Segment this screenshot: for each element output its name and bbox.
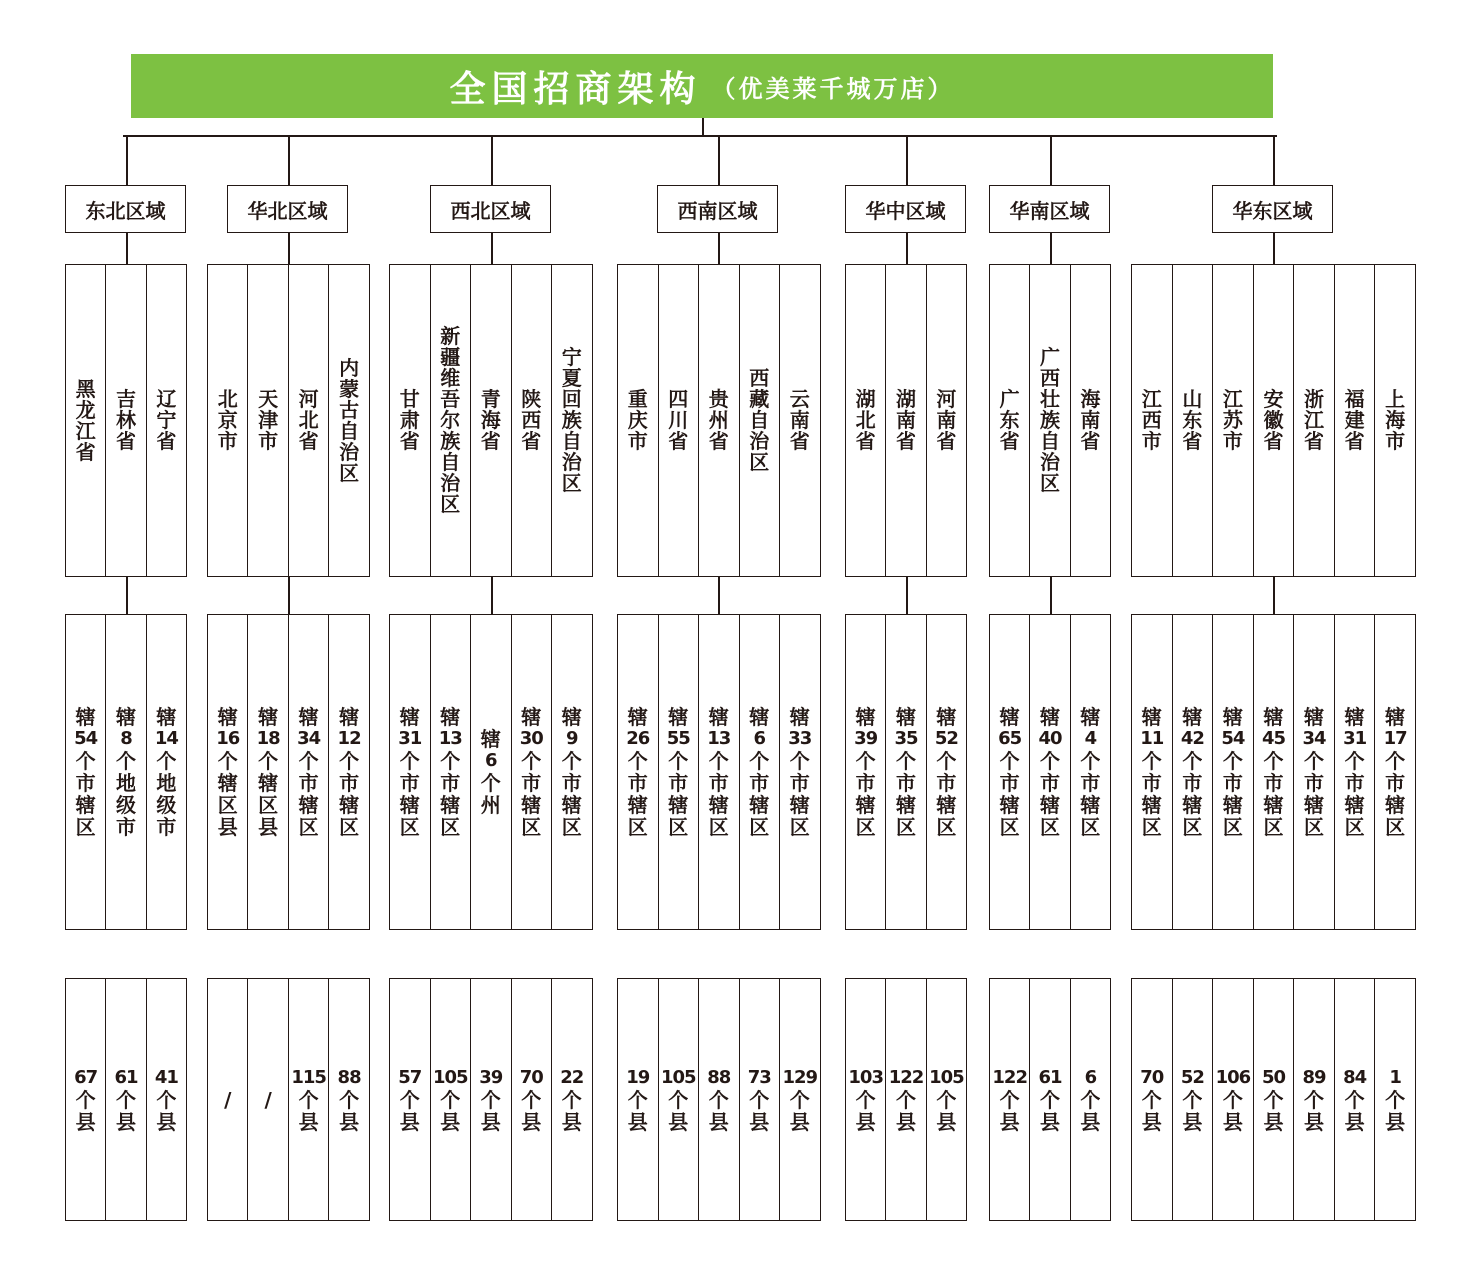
county-text [748,1067,771,1133]
county-text [1181,1067,1204,1133]
jurisdiction-text: 辖 40 个 市 辖 区 [1038,705,1062,839]
province-strip [1131,264,1416,577]
jurisdiction-cell [146,615,186,929]
jurisdiction-text: 辖 18 个 辖 区 县 [256,705,280,839]
province-cell [618,265,658,576]
province-to-jurisdiction-line [288,577,290,614]
county-text [1140,1067,1163,1133]
county-text [661,1067,696,1133]
county-cell [511,979,552,1220]
county-text [626,1067,649,1133]
province-cell [885,265,925,576]
region-drop-line [1050,135,1052,185]
jurisdiction-cell [1374,615,1415,929]
region-drop-line [126,135,128,185]
county-cell [1029,979,1069,1220]
province-cell [739,265,780,576]
jurisdiction-text: 辖 4 个 市 辖 区 [1080,705,1101,839]
province-name: 辽宁省 [156,387,177,453]
title-banner [131,54,1273,118]
jurisdiction-strip [989,614,1111,930]
jurisdiction-strip [1131,614,1416,930]
province-cell [470,265,511,576]
county-strip [989,978,1111,1221]
county-cell [1172,979,1213,1220]
county-cell [846,979,885,1220]
county-unit: 个县 [1344,1087,1365,1134]
jurisdiction-cell [926,615,966,929]
province-name: 内蒙古自治区 [339,355,360,485]
province-to-jurisdiction-line [126,577,128,614]
jurisdiction-text: 辖 34 个 市 辖 区 [1302,705,1326,839]
province-cell [66,265,105,576]
county-text [479,1067,502,1133]
county-count: 41 [154,1066,178,1088]
province-cell [511,265,552,576]
county-count: 1 [1389,1066,1401,1088]
county-text [1216,1067,1251,1133]
jurisdiction-cell [885,615,925,929]
county-unit: 个县 [440,1087,461,1134]
county-count: 70 [1140,1066,1164,1088]
jurisdiction-text: 辖 52 个 市 辖 区 [934,705,958,839]
region-to-province-line [288,233,290,264]
county-unit: 个县 [561,1087,582,1134]
county-cell [885,979,925,1220]
county-count: 105 [929,1066,964,1088]
province-strip [65,264,187,577]
county-count: 122 [992,1066,1027,1088]
jurisdiction-text: 辖 6 个 州 [480,727,501,817]
county-cell [430,979,471,1220]
province-to-jurisdiction-line [906,577,908,614]
province-name: 北京市 [217,387,238,453]
county-unit: 个县 [1385,1087,1406,1134]
county-unit: 个县 [789,1087,810,1134]
county-strip [1131,978,1416,1221]
county-count: 88 [337,1066,361,1088]
region-drop-line [718,135,720,185]
province-name: 黑龙江省 [75,376,96,464]
county-count: 67 [74,1066,98,1088]
county-cell [1374,979,1415,1220]
county-count: 105 [660,1066,696,1088]
region-to-province-line [1273,233,1275,264]
jurisdiction-text: 辖 26 个 市 辖 区 [626,705,650,839]
county-count: / [264,1087,272,1112]
jurisdiction-cell [990,615,1029,929]
page-subtitle: （优美莱千城万店） [711,74,955,103]
jurisdiction-cell [1172,615,1213,929]
region-drop-line [288,135,290,185]
county-text [398,1067,421,1133]
county-count: 105 [432,1066,468,1088]
county-cell [247,979,287,1220]
county-cell [66,979,105,1220]
jurisdiction-strip [617,614,821,930]
county-text [929,1067,964,1133]
province-name: 重庆市 [627,387,648,453]
province-strip [389,264,593,577]
jurisdiction-text: 辖 65 个 市 辖 区 [998,705,1022,839]
jurisdiction-text: 辖 54 个 市 辖 区 [74,705,98,839]
county-count: 6 [1084,1066,1097,1088]
province-cell [1029,265,1069,576]
county-text [338,1067,361,1133]
province-name: 西藏自治区 [749,366,770,474]
county-text [1262,1067,1285,1133]
county-unit: 个县 [1182,1087,1203,1134]
county-count: 106 [1215,1066,1251,1088]
county-text [848,1067,883,1133]
province-cell [1172,265,1213,576]
jurisdiction-text: 辖 30 个 市 辖 区 [519,705,543,839]
county-cell [470,979,511,1220]
province-name: 山东省 [1182,387,1203,453]
region-box: 华北区域 [227,185,348,233]
province-name: 新疆维吾尔族自治区 [440,324,461,516]
county-cell [1212,979,1253,1220]
province-cell [105,265,145,576]
jurisdiction-strip [389,614,593,930]
county-cell [698,979,739,1220]
jurisdiction-text: 辖 17 个 市 辖 区 [1383,705,1407,839]
county-unit: 个县 [999,1087,1020,1134]
county-unit: 个县 [156,1087,177,1134]
county-cell [1293,979,1334,1220]
region-box: 东北区域 [65,185,186,233]
county-unit: 个县 [708,1087,729,1134]
province-cell [698,265,739,576]
county-count: 57 [398,1066,422,1088]
county-cell [390,979,430,1220]
jurisdiction-cell [390,615,430,929]
county-unit: 个县 [1263,1087,1284,1134]
jurisdiction-cell [1132,615,1172,929]
province-strip [617,264,821,577]
county-count: 50 [1261,1066,1285,1088]
province-name: 上海市 [1385,387,1406,453]
county-unit: 个县 [480,1087,501,1134]
county-count: 52 [1180,1066,1204,1088]
county-cell [328,979,368,1220]
county-cell [146,979,186,1220]
jurisdiction-text: 辖 13 个 市 辖 区 [438,705,462,839]
county-unit: 个县 [521,1087,542,1134]
jurisdiction-cell [1070,615,1110,929]
county-unit: 个县 [399,1087,420,1134]
county-cell [618,979,658,1220]
province-cell [247,265,287,576]
province-cell [1212,265,1253,576]
county-text [74,1067,97,1133]
jurisdiction-text: 辖 9 个 市 辖 区 [561,705,582,839]
county-text [291,1067,326,1133]
jurisdiction-cell [1293,615,1334,929]
jurisdiction-strip [65,614,187,930]
jurisdiction-strip [207,614,370,930]
county-strip [207,978,370,1221]
jurisdiction-text: 辖 13 个 市 辖 区 [707,705,731,839]
jurisdiction-text: 辖 54 个 市 辖 区 [1221,705,1245,839]
region-box: 华南区域 [989,185,1110,233]
province-cell [779,265,820,576]
county-count: 129 [782,1066,818,1088]
province-cell [430,265,471,576]
province-name: 甘肃省 [399,387,420,453]
region-box: 华中区域 [845,185,966,233]
province-name: 福建省 [1344,387,1365,453]
province-cell [551,265,592,576]
county-unit: 个县 [936,1087,957,1134]
jurisdiction-text: 辖 55 个 市 辖 区 [666,705,690,839]
jurisdiction-cell [328,615,368,929]
jurisdiction-cell [846,615,885,929]
county-count: 61 [1038,1066,1062,1088]
province-cell [208,265,247,576]
province-cell [1070,265,1110,576]
province-to-jurisdiction-line [718,577,720,614]
region-to-province-line [906,233,908,264]
province-cell [1132,265,1172,576]
county-text [782,1067,817,1133]
jurisdiction-cell [247,615,287,929]
province-to-jurisdiction-line [1273,577,1275,614]
province-cell [990,265,1029,576]
jurisdiction-cell [1253,615,1294,929]
province-name: 贵州省 [708,387,729,453]
county-strip [65,978,187,1221]
jurisdiction-text: 辖 14 个 地 级 市 [154,705,178,839]
jurisdiction-text: 辖 33 个 市 辖 区 [788,705,812,839]
province-cell [1293,265,1334,576]
jurisdiction-cell [105,615,145,929]
county-count: 70 [519,1066,543,1088]
jurisdiction-cell [1029,615,1069,929]
province-name: 广东省 [999,387,1020,453]
region-to-province-line [491,233,493,264]
county-text [520,1067,543,1133]
jurisdiction-strip [845,614,967,930]
province-name: 广西壮族自治区 [1040,345,1061,495]
province-name: 湖北省 [855,387,876,453]
province-name: 云南省 [789,387,810,453]
county-count: 22 [560,1066,584,1088]
region-drop-line [491,135,493,185]
county-unit: 个县 [627,1087,648,1134]
county-text [889,1067,924,1133]
county-text [1343,1067,1366,1133]
county-cell [739,979,780,1220]
county-strip [617,978,821,1221]
county-unit: 个县 [75,1087,96,1134]
county-cell [1334,979,1375,1220]
province-name: 海南省 [1080,387,1101,453]
jurisdiction-cell [1334,615,1375,929]
county-count: 89 [1302,1066,1326,1088]
jurisdiction-text: 辖 31 个 市 辖 区 [398,705,422,839]
region-box: 西南区域 [657,185,778,233]
province-cell [926,265,966,576]
county-unit: 个县 [1080,1087,1101,1134]
county-text [707,1067,730,1133]
province-name: 江苏市 [1222,387,1243,453]
province-name: 安徽省 [1263,387,1284,453]
county-unit: 个县 [1141,1087,1162,1134]
county-count: 115 [291,1066,326,1088]
province-strip [207,264,370,577]
province-name: 湖南省 [896,387,917,453]
county-count: 122 [888,1066,924,1088]
jurisdiction-cell [739,615,780,929]
jurisdiction-text: 辖 34 个 市 辖 区 [297,705,321,839]
jurisdiction-text: 辖 45 个 市 辖 区 [1261,705,1285,839]
county-unit: 个县 [749,1087,770,1134]
jurisdiction-cell [551,615,592,929]
jurisdiction-cell [658,615,699,929]
county-unit: 个县 [298,1087,319,1134]
province-strip [845,264,967,577]
county-unit: 个县 [1222,1087,1243,1134]
county-unit: 个县 [116,1087,137,1134]
county-count: 19 [626,1066,650,1088]
county-count: 61 [114,1066,138,1088]
province-cell [390,265,430,576]
jurisdiction-cell [470,615,511,929]
province-name: 天津市 [258,387,279,453]
province-to-jurisdiction-line [1050,577,1052,614]
jurisdiction-text: 辖 39 个 市 辖 区 [854,705,878,839]
county-cell [1253,979,1294,1220]
county-unit: 个县 [855,1087,876,1134]
county-cell [990,979,1029,1220]
county-count: / [224,1087,232,1112]
county-text [992,1067,1027,1133]
jurisdiction-text: 辖 6 个 市 辖 区 [749,705,770,839]
region-to-province-line [1050,233,1052,264]
county-text [115,1067,138,1133]
province-cell [658,265,699,576]
county-unit: 个县 [1040,1087,1061,1134]
jurisdiction-text: 辖 42 个 市 辖 区 [1180,705,1204,839]
county-text [433,1067,468,1133]
county-count: 39 [479,1066,503,1088]
county-cell [926,979,966,1220]
county-unit: 个县 [1304,1087,1325,1134]
county-count: 103 [848,1066,883,1088]
jurisdiction-cell [288,615,328,929]
province-name: 青海省 [480,387,501,453]
county-text [1039,1067,1062,1133]
jurisdiction-text: 辖 8 个 地 级 市 [116,705,137,839]
county-cell [105,979,145,1220]
region-to-province-line [718,233,720,264]
county-text [560,1067,583,1133]
jurisdiction-cell [779,615,820,929]
province-cell [1374,265,1415,576]
jurisdiction-text: 辖 35 个 市 辖 区 [894,705,918,839]
county-strip [845,978,967,1221]
county-cell [288,979,328,1220]
county-unit: 个县 [668,1087,689,1134]
region-drop-line [1273,135,1275,185]
county-text [1080,1067,1100,1133]
county-cell [779,979,820,1220]
county-cell [1132,979,1172,1220]
county-count: 73 [747,1066,771,1088]
province-name: 河南省 [936,387,957,453]
county-cell [208,979,247,1220]
province-name: 吉林省 [116,387,137,453]
county-cell [658,979,699,1220]
jurisdiction-cell [1212,615,1253,929]
region-to-province-line [126,233,128,264]
jurisdiction-cell [618,615,658,929]
region-box: 西北区域 [430,185,551,233]
jurisdiction-cell [698,615,739,929]
province-name: 江西市 [1141,387,1162,453]
province-cell [288,265,328,576]
jurisdiction-text: 辖 12 个 市 辖 区 [337,705,361,839]
title-connector [702,118,704,135]
county-text [1303,1067,1326,1133]
province-strip [989,264,1111,577]
province-name: 宁夏回族自治区 [561,345,582,495]
province-name: 河北省 [298,387,319,453]
jurisdiction-cell [208,615,247,929]
county-count: 88 [707,1066,731,1088]
jurisdiction-cell [430,615,471,929]
province-name: 陕西省 [521,387,542,453]
region-box: 华东区域 [1212,185,1333,233]
province-cell [846,265,885,576]
county-unit: 个县 [339,1087,360,1134]
province-name: 四川省 [668,387,689,453]
jurisdiction-cell [66,615,105,929]
province-to-jurisdiction-line [491,577,493,614]
jurisdiction-cell [511,615,552,929]
province-name: 浙江省 [1304,387,1325,453]
region-drop-line [906,135,908,185]
county-cell [551,979,592,1220]
county-text [155,1067,178,1133]
province-cell [328,265,368,576]
jurisdiction-text: 辖 31 个 市 辖 区 [1343,705,1367,839]
jurisdiction-text: 辖 16 个 辖 区 县 [216,705,240,839]
county-text [1385,1067,1405,1133]
jurisdiction-text: 辖 11 个 市 辖 区 [1140,705,1164,839]
province-cell [1334,265,1375,576]
county-cell [1070,979,1110,1220]
county-unit: 个县 [896,1087,917,1134]
province-cell [146,265,186,576]
region-bus-line [123,135,1277,137]
county-count: 84 [1343,1066,1367,1088]
province-cell [1253,265,1294,576]
county-strip [389,978,593,1221]
page-title: 全国招商架构 [449,68,702,110]
